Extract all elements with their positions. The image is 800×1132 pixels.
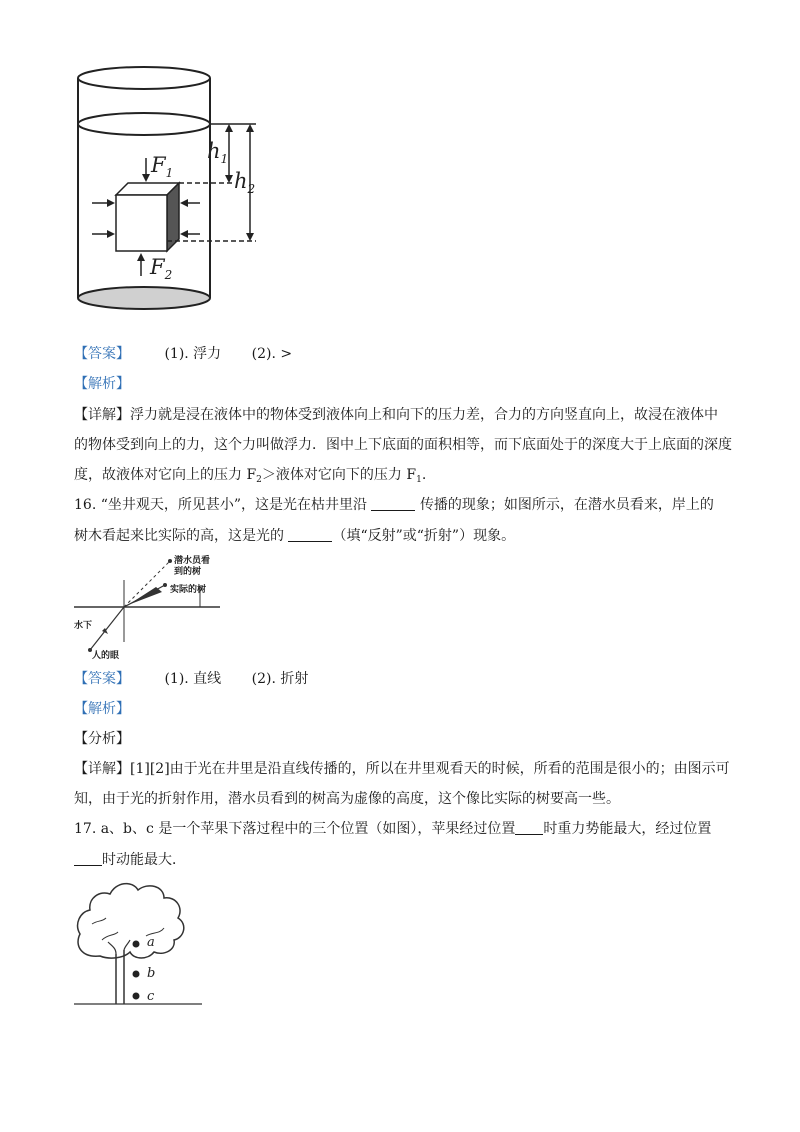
apple-tree-figure: [72, 876, 212, 1010]
q16-analysis-tag: 【解析】: [74, 701, 130, 717]
label-diver-1: 潜水员看: [174, 556, 211, 566]
q17-question-line1: 17. a、b、c 是一个苹果下落过程中的三个位置（如图），苹果经过位置 时重力势能最大，经过位置: [74, 821, 712, 837]
q17-question-line2: 时动能最大．: [74, 850, 186, 870]
q16-question-line2: 树木看起来比实际的高，这是光的 （填“反射”或“折射”）现象。: [74, 528, 516, 544]
q15-analysis-tag: 【解析】: [74, 376, 130, 392]
q16-detail-line1: 【详解】[1][2]由于光在井里是沿直线传播的，所以在井里观看天的时候，所看的范围是很小的；由图示可: [74, 761, 730, 777]
answer-2: (2). 折射: [251, 671, 309, 687]
detail-tag: 【详解】: [74, 407, 130, 423]
h2-label: $h_2$: [234, 169, 256, 196]
answer-tag: 【答案】: [74, 671, 130, 687]
refraction-figure: [72, 550, 232, 662]
f1-label: $F_1$: [151, 153, 174, 180]
q17-blank-2[interactable]: [74, 851, 102, 866]
label-diver-2: 到的树: [174, 567, 202, 577]
label-water: 水下: [74, 621, 93, 631]
q16-blank-1[interactable]: [371, 496, 415, 511]
label-real-tree: 实际的树: [170, 585, 207, 595]
answer-1: (1). 浮力: [164, 346, 222, 362]
buoyancy-figure: [74, 58, 274, 320]
q16-answer-line: [74, 669, 308, 689]
label-a: a: [147, 935, 155, 950]
q15-detail-line2: 的物体受到向上的力，这个力叫做浮力．图中上下底面的面积相等，而下底面处于的深度大于上底面的深度: [74, 437, 732, 453]
q16-fenxi-tag: 【分析】: [74, 731, 130, 747]
detail-tag: 【详解】: [74, 761, 130, 777]
answer-1: (1). 直线: [164, 671, 222, 687]
q15-detail-line3: 度，故液体对它向上的压力 $F_2>$液体对它向下的压力 $F_1$.: [74, 467, 427, 485]
label-eye: 人的眼: [92, 651, 120, 661]
answer-2: (2). >: [251, 346, 293, 362]
q16-blank-2[interactable]: [288, 527, 332, 542]
q17-blank-1[interactable]: [515, 820, 543, 835]
q15-answer-line: [74, 344, 292, 364]
label-c: c: [147, 989, 155, 1004]
answer-tag: 【答案】: [74, 346, 130, 362]
q16-question-line1: 16. “坐井观天，所见甚小”，这是光在枯井里沿 传播的现象；如图所示，在潜水员看来，岸上的: [74, 497, 714, 513]
f2-label: $F_2$: [150, 255, 173, 282]
label-b: b: [147, 966, 156, 981]
q15-detail-line1: 【详解】浮力就是浸在液体中的物体受到液体向上和向下的压力差，合力的方向竖直向上，故浸在液体中: [74, 407, 718, 423]
q16-detail-line2: 知，由于光的折射作用，潜水员看到的树高为虚像的高度，这个像比实际的树要高一些。: [74, 791, 620, 807]
h1-label: $h_1$: [207, 139, 229, 166]
